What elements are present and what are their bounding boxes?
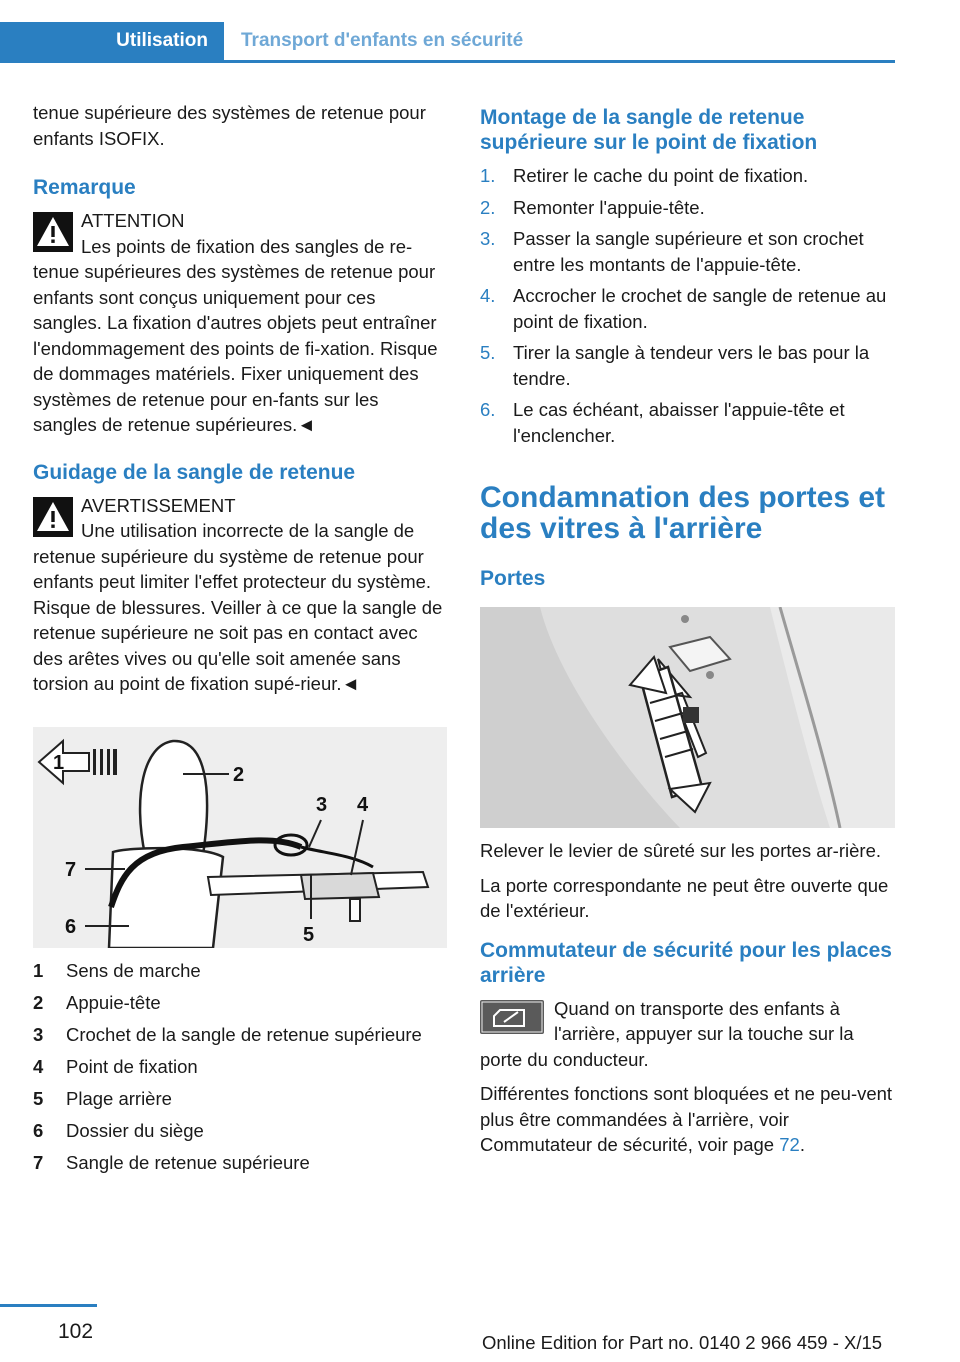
doors-text-2: La porte correspondante ne peut être ouverte que de l'extérieur. bbox=[480, 874, 889, 921]
legend-item: 6 Dossier du siège bbox=[33, 1119, 204, 1141]
door-figure bbox=[480, 607, 895, 828]
mount-heading: Montage de la sangle de retenue supérieure sur le point de fixation bbox=[480, 106, 818, 154]
lock-heading: Condamnation des portes et des vitres à l'arrière bbox=[480, 481, 886, 545]
warning-icon bbox=[33, 497, 73, 537]
guide-title: AVERTISSEMENT bbox=[81, 494, 236, 516]
remark-warning bbox=[33, 208, 447, 438]
step-item: 4. Accrocher le crochet de sangle de retenue au point de fixation. bbox=[480, 285, 887, 332]
section-tab[interactable]: Utilisation bbox=[0, 22, 224, 60]
remark-title: ATTENTION bbox=[81, 210, 185, 231]
switch-block bbox=[480, 996, 896, 1073]
fig-label-5: 5 bbox=[303, 923, 315, 946]
step-item: 6. Le cas échéant, abaisser l'appuie-tête et l'enclencher. bbox=[480, 399, 845, 446]
intro-text: tenue supérieure des systèmes de retenue pour enfants ISOFIX. bbox=[33, 102, 426, 149]
legend-item: 4 Point de fixation bbox=[33, 1055, 198, 1077]
fig-label-2: 2 bbox=[233, 763, 245, 786]
window-lock-switch-icon bbox=[480, 1000, 544, 1034]
legend-item: 7 Sangle de retenue supérieure bbox=[33, 1151, 310, 1173]
tether-figure bbox=[33, 727, 447, 948]
guide-text: Une utilisation incorrecte de la sangle de retenue supérieure du système de retenue pour enfants peut limiter l'effet protecteur du système. Risque de blessures. Veiller à ce que la sangle de retenue supérieure ne soit pas en contact avec des arêtes vives ou qu'elle soit amenée sans torsion au point de fixation supé-rieur.◄ bbox=[33, 520, 443, 694]
legend-item: 2 Appuie-tête bbox=[33, 991, 161, 1013]
page-number: 102 bbox=[58, 1320, 94, 1343]
warning-icon bbox=[33, 212, 73, 252]
switch-text: Quand on transporte des enfants à l'arrière, appuyer sur la touche sur la porte du conducteur. bbox=[480, 997, 854, 1070]
fig-label-1: 1 bbox=[53, 751, 65, 774]
step-item: 2. Remonter l'appuie-tête. bbox=[480, 196, 705, 218]
doors-text-1: Relever le levier de sûreté sur les portes ar-rière. bbox=[480, 840, 881, 861]
footer-divider bbox=[0, 1304, 97, 1307]
legend-item: 1 Sens de marche bbox=[33, 959, 201, 981]
page-header bbox=[0, 0, 895, 64]
functions-text: Différentes fonctions sont bloquées et ne peu-vent plus être commandées à l'arrière, voir Commutateur de sécurité, voir page 72. bbox=[480, 1083, 893, 1155]
tether-illustration bbox=[33, 727, 447, 948]
remark-heading: Remarque bbox=[33, 176, 136, 199]
fig-label-4: 4 bbox=[357, 793, 369, 816]
page-link[interactable]: 72 bbox=[779, 1134, 800, 1155]
fig-label-3: 3 bbox=[316, 793, 328, 816]
right-column bbox=[480, 100, 896, 1158]
fig-label-7: 7 bbox=[65, 858, 77, 881]
step-item: 5. Tirer la sangle à tendeur vers le bas pour la tendre. bbox=[480, 342, 870, 389]
legend-item: 5 Plage arrière bbox=[33, 1087, 172, 1109]
doors-heading: Portes bbox=[480, 567, 546, 590]
remark-text: Les points de fixation des sangles de re-tenue supérieures des systèmes de retenue pour enfants sont conçus uniquement pour ces sangles. La fixation d'autres objets peut entraîner l'endommagement des points de fi-xation. Risque de dommages matériels. Fixer uniquement des systèmes de retenue pour en-fants sur les sangles de retenue supérieures.◄ bbox=[33, 235, 438, 435]
switch-heading: Commutateur de sécurité pour les places arrière bbox=[480, 938, 892, 987]
guide-heading: Guidage de la sangle de retenue bbox=[33, 460, 356, 484]
header-divider bbox=[0, 60, 895, 63]
edition-note: Online Edition for Part no. 0140 2 966 459 - X/15 bbox=[482, 1332, 883, 1353]
guide-warning bbox=[33, 493, 447, 697]
fig-label-6: 6 bbox=[65, 915, 77, 938]
left-column bbox=[33, 100, 447, 1182]
figure-legend bbox=[33, 958, 447, 1176]
subsection-tab[interactable]: Transport d'enfants en sécurité bbox=[241, 30, 524, 51]
step-item: 3. Passer la sangle supérieure et son crochet entre les montants de l'appuie-tête. bbox=[480, 228, 864, 275]
step-item: 1. Retirer le cache du point de fixation. bbox=[480, 165, 809, 186]
legend-item: 3 Crochet de la sangle de retenue supérieure bbox=[33, 1023, 422, 1045]
mount-steps bbox=[480, 163, 896, 448]
door-lever-illustration bbox=[480, 607, 895, 828]
